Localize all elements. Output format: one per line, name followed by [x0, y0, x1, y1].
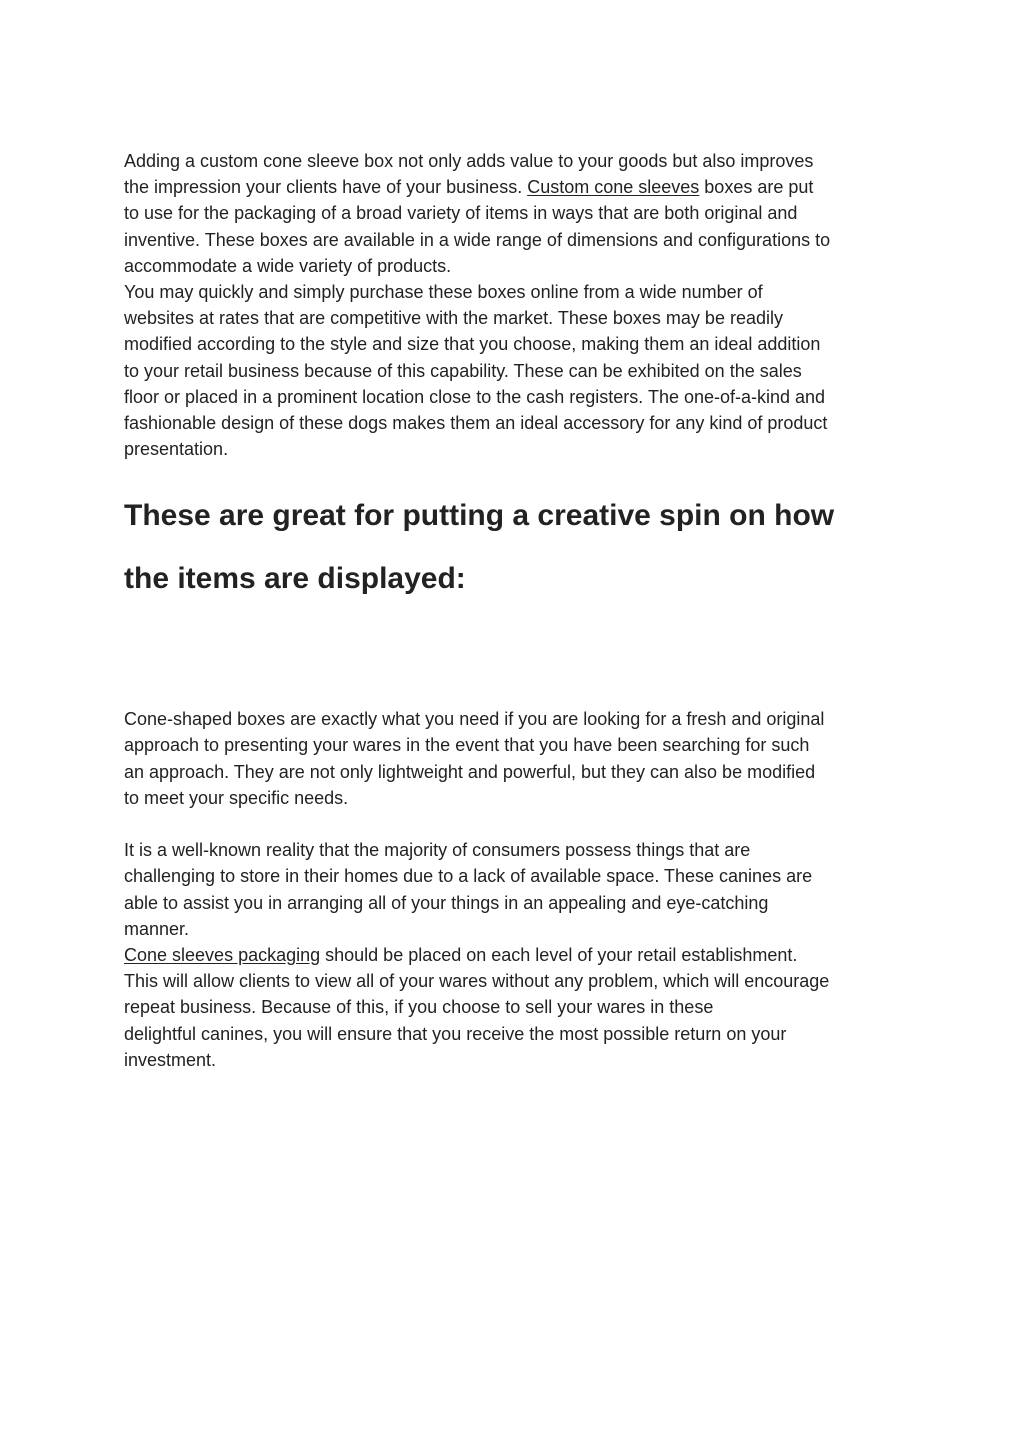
heading-line: These are great for putting a creative spin on how: [124, 499, 835, 533]
text-line: This will allow clients to view all of your wares without any problem, which will encourage: [124, 971, 830, 992]
spacer: [124, 610, 914, 706]
paragraph-packaging: [124, 942, 914, 1073]
text-line: manner.: [124, 918, 190, 939]
text-line: an approach. They are not only lightweight and powerful, but they can also be modified: [124, 761, 816, 782]
text-line: It is a well-known reality that the majority of consumers possess things that are: [124, 840, 751, 861]
text-line: You may quickly and simply purchase these boxes online from a wide number of: [124, 281, 763, 302]
section-heading: [124, 484, 914, 610]
text-line: challenging to store in their homes due to a lack of available space. These canines are: [124, 866, 813, 887]
paragraph-storage: [124, 837, 914, 942]
text-line: inventive. These boxes are available in a wide range of dimensions and configurations to: [124, 229, 831, 250]
text-line: delightful canines, you will ensure that you receive the most possible return on your: [124, 1023, 787, 1044]
text-segment: boxes are put: [699, 177, 814, 198]
custom-cone-sleeves-link[interactable]: Custom cone sleeves: [527, 177, 700, 198]
heading-line: the items are displayed:: [124, 562, 466, 596]
text-line: Cone-shaped boxes are exactly what you need if you are looking for a fresh and original: [124, 709, 825, 730]
text-line: investment.: [124, 1049, 217, 1070]
paragraph-purchase: [124, 279, 914, 462]
text-line: repeat business. Because of this, if you choose to sell your wares in these: [124, 997, 714, 1018]
text-line: floor or placed in a prominent location close to the cash registers. The one-of-a-kind and: [124, 386, 826, 407]
text-line: websites at rates that are competitive with the market. These boxes may be readily: [124, 308, 783, 329]
document-page: [124, 148, 914, 1073]
text-line: able to assist you in arranging all of your things in an appealing and eye-catching: [124, 892, 769, 913]
text-line: accommodate a wide variety of products.: [124, 255, 452, 276]
text-line: fashionable design of these dogs makes them an ideal accessory for any kind of product: [124, 412, 828, 433]
text-line: [124, 174, 914, 200]
text-line: to your retail business because of this capability. These can be exhibited on the sales: [124, 360, 802, 381]
paragraph-intro: [124, 148, 914, 279]
text-line: Adding a custom cone sleeve box not only adds value to your goods but also improves: [124, 151, 814, 171]
cone-sleeves-packaging-link[interactable]: Cone sleeves packaging: [124, 944, 321, 965]
text-segment: the impression your clients have of your business.: [124, 177, 528, 198]
text-segment: should be placed on each level of your retail establishment.: [320, 944, 798, 965]
text-line: approach to presenting your wares in the event that you have been searching for such: [124, 735, 810, 756]
text-line: [124, 942, 914, 968]
spacer: [124, 811, 914, 837]
text-line: to meet your specific needs.: [124, 787, 349, 808]
text-line: modified according to the style and size that you choose, making them an ideal addition: [124, 334, 821, 355]
paragraph-cone-shaped: [124, 706, 914, 811]
text-line: to use for the packaging of a broad variety of items in ways that are both original and: [124, 203, 798, 224]
text-line: presentation.: [124, 439, 229, 460]
